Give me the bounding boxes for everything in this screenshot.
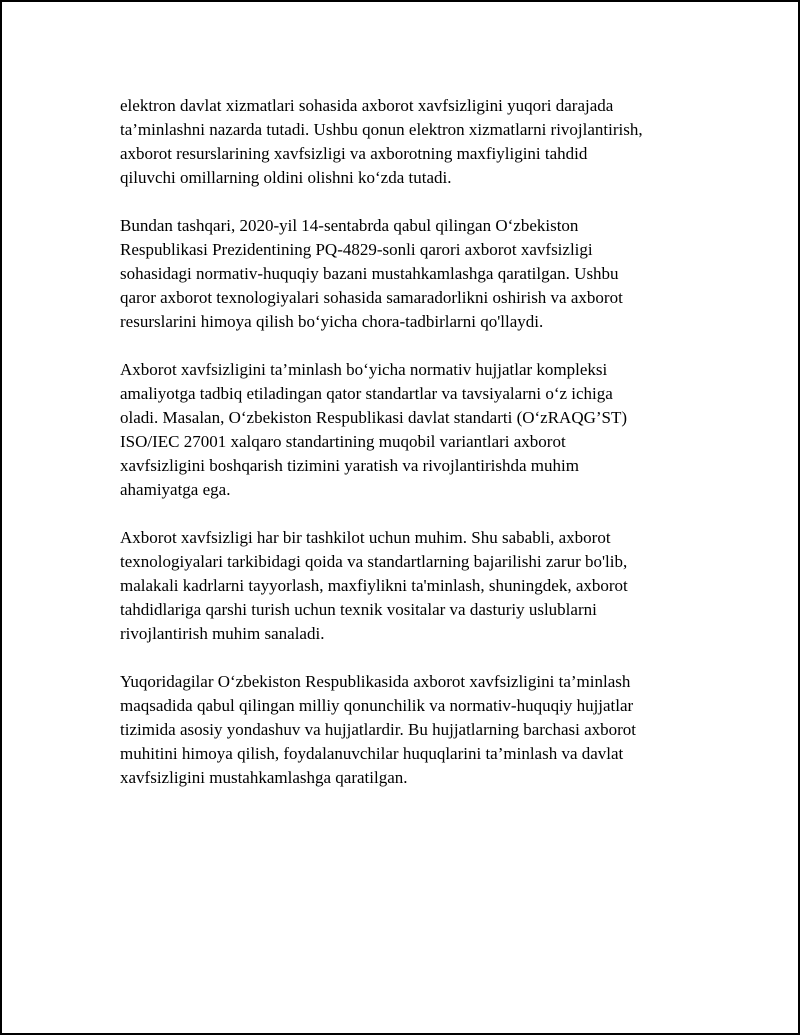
text-line: Axborot xavfsizligini ta’minlash bo‘yicha normativ hujjatlar kompleksi — [120, 360, 608, 379]
text-line: muhitini himoya qilish, foydalanuvchilar huquqlarini ta’minlash va davlat — [120, 744, 624, 763]
text-line: sohasidagi normativ-huquqiy bazani mustahkamlashga qaratilgan. Ushbu — [120, 264, 619, 283]
text-line: resurslarini himoya qilish bo‘yicha chora-tadbirlarni qo'llaydi. — [120, 312, 544, 331]
text-line: Bundan tashqari, 2020-yil 14-sentabrda qabul qilingan O‘zbekiston — [120, 216, 579, 235]
text-line: axborot resurslarining xavfsizligi va axborotning maxfiyligini tahdid — [120, 144, 588, 163]
text-line: qaror axborot texnologiyalari sohasida samaradorlikni oshirish va axborot — [120, 288, 623, 307]
paragraph-2 — [120, 214, 700, 334]
text-line: maqsadida qabul qilingan milliy qonunchilik va normativ-huquqiy hujjatlar — [120, 696, 634, 715]
text-line: rivojlantirish muhim sanaladi. — [120, 624, 325, 643]
text-line: qiluvchi omillarning oldini olishni ko‘zda tutadi. — [120, 168, 452, 187]
paragraph-5 — [120, 670, 700, 790]
paragraph-1 — [120, 94, 700, 190]
text-line: malakali kadrlarni tayyorlash, maxfiylikni ta'minlash, shuningdek, axborot — [120, 576, 628, 595]
document-body — [120, 94, 700, 814]
text-line: Axborot xavfsizligi har bir tashkilot uchun muhim. Shu sababli, axborot — [120, 528, 611, 547]
text-line: tizimida asosiy yondashuv va hujjatlardir. Bu hujjatlarning barchasi axborot — [120, 720, 637, 739]
text-line: xavfsizligini boshqarish tizimini yaratish va rivojlantirishda muhim — [120, 456, 579, 475]
text-line: Yuqoridagilar O‘zbekiston Respublikasida axborot xavfsizligini ta’minlash — [120, 672, 631, 691]
text-line: tahdidlariga qarshi turish uchun texnik vositalar va dasturiy uslublarni — [120, 600, 597, 619]
text-line: oladi. Masalan, O‘zbekiston Respublikasi davlat standarti (O‘zRAQG’ST) — [120, 408, 628, 427]
text-line: ahamiyatga ega. — [120, 480, 231, 499]
paragraph-4 — [120, 526, 700, 646]
text-line: texnologiyalari tarkibidagi qoida va standartlarning bajarilishi zarur bo'lib, — [120, 552, 628, 571]
text-line: Respublikasi Prezidentining PQ-4829-sonli qarori axborot xavfsizligi — [120, 240, 593, 259]
text-line: ta’minlashni nazarda tutadi. Ushbu qonun elektron xizmatlarni rivojlantirish, — [120, 120, 643, 139]
text-line: ISO/IEC 27001 xalqaro standartining muqobil variantlari axborot — [120, 432, 566, 451]
paragraph-3 — [120, 358, 700, 502]
text-line: amaliyotga tadbiq etiladingan qator standartlar va tavsiyalarni o‘z ichiga — [120, 384, 613, 403]
text-line: xavfsizligini mustahkamlashga qaratilgan. — [120, 768, 408, 787]
text-line: elektron davlat xizmatlari sohasida axborot xavfsizligini yuqori darajada — [120, 96, 614, 115]
